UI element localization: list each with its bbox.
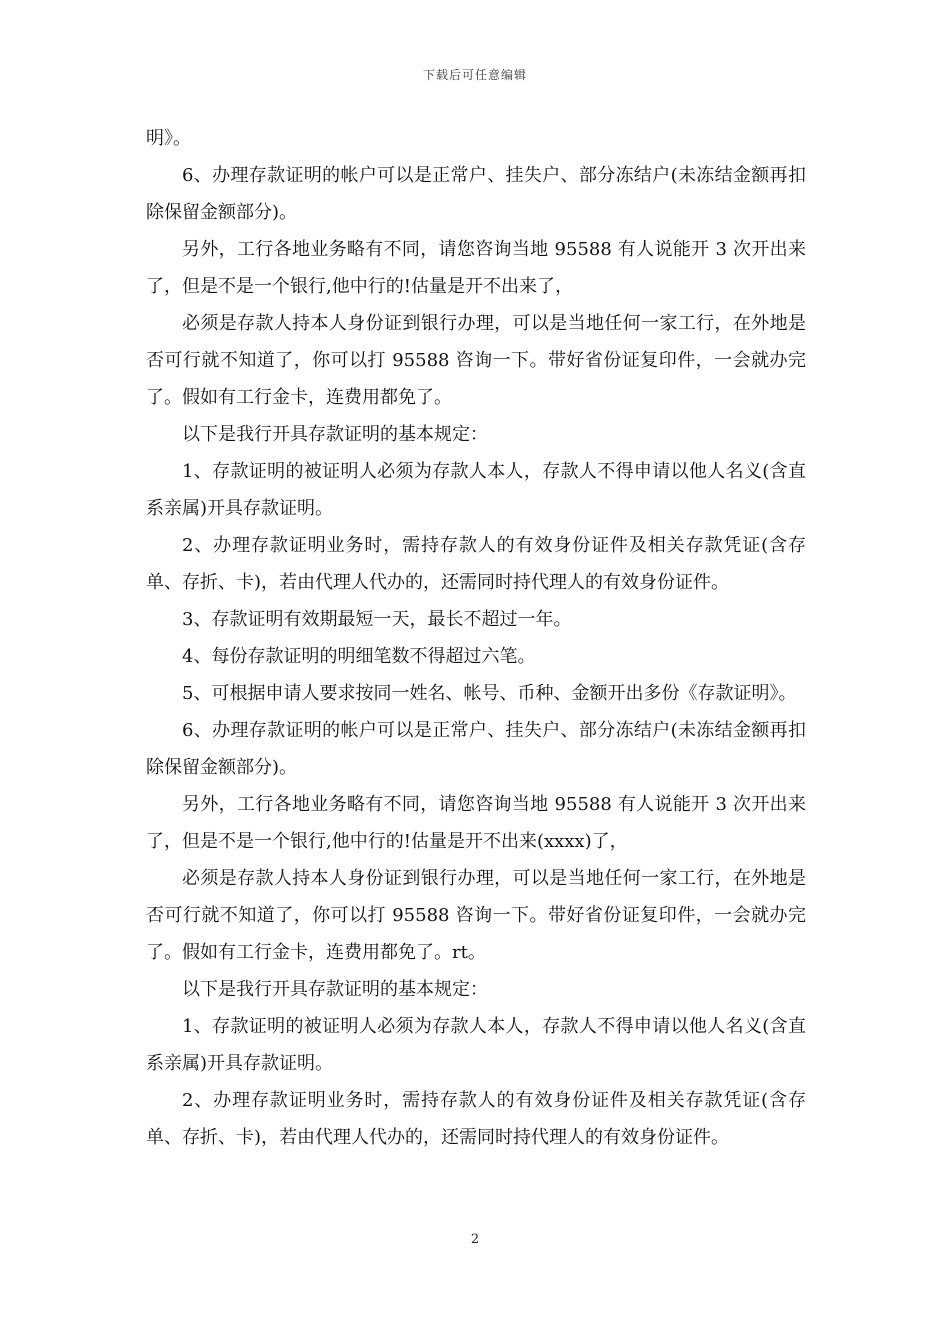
paragraph: 以下是我行开具存款证明的基本规定：	[182, 979, 488, 1000]
paragraph: 以下是我行开具存款证明的基本规定：	[182, 424, 488, 445]
paragraph: 1、存款证明的被证明人必须为存款人本人，存款人不得申请以他人名义(含直系亲属)开具存款证明。	[146, 1016, 806, 1074]
paragraph: 4、每份存款证明的明细笔数不得超过六笔。	[182, 646, 536, 667]
page-number: 2	[470, 1232, 480, 1247]
paragraph: 必须是存款人持本人身份证到银行办理，可以是当地任何一家工行，在外地是否可行就不知道了，你可以打 95588 咨询一下。带好省份证复印件，一会就办完了。假如有工行金卡，连费用都免了。rt。	[146, 868, 806, 963]
page-header: 下载后可任意编辑	[422, 68, 527, 82]
paragraph: 2、办理存款证明业务时，需持存款人的有效身份证件及相关存款凭证(含存单、存折、卡)，若由代理人代办的，还需同时持代理人的有效身份证件。	[146, 1090, 806, 1148]
paragraph: 3、存款证明有效期最短一天，最长不超过一年。	[182, 609, 572, 630]
paragraph: 另外，工行各地业务略有不同，请您咨询当地 95588 有人说能开 3 次开出来了，但是不是一个银行,他中行的!估量是开不出来了，	[146, 239, 806, 297]
paragraph: 必须是存款人持本人身份证到银行办理，可以是当地任何一家工行，在外地是否可行就不知道了，你可以打 95588 咨询一下。带好省份证复印件，一会就办完了。假如有工行金卡，连费用都免了。	[146, 313, 806, 408]
document-body	[146, 120, 806, 1156]
paragraph: 6、办理存款证明的帐户可以是正常户、挂失户、部分冻结户(未冻结金额再扣除保留金额部分)。	[146, 165, 806, 223]
paragraph: 5、可根据申请人要求按同一姓名、帐号、币种、金额开出多份《存款证明》。	[182, 683, 797, 704]
paragraph: 6、办理存款证明的帐户可以是正常户、挂失户、部分冻结户(未冻结金额再扣除保留金额部分)。	[146, 720, 806, 778]
paragraph: 2、办理存款证明业务时，需持存款人的有效身份证件及相关存款凭证(含存单、存折、卡)，若由代理人代办的，还需同时持代理人的有效身份证件。	[146, 535, 806, 593]
paragraph: 另外，工行各地业务略有不同，请您咨询当地 95588 有人说能开 3 次开出来了，但是不是一个银行,他中行的!估量是开不出来(xxxx)了，	[146, 794, 806, 852]
paragraph: 明》。	[146, 128, 191, 149]
paragraph: 1、存款证明的被证明人必须为存款人本人，存款人不得申请以他人名义(含直系亲属)开具存款证明。	[146, 461, 806, 519]
